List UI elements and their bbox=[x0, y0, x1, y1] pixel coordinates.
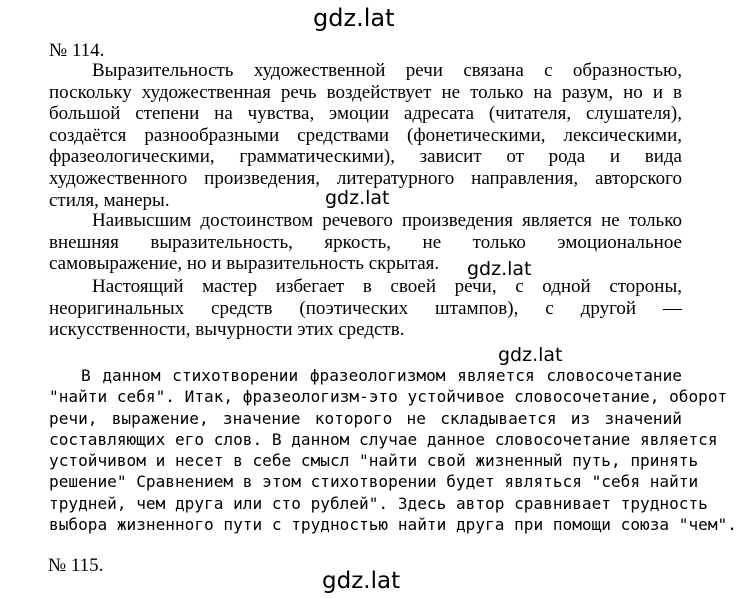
watermark-bottom: gdz.lat bbox=[322, 568, 401, 594]
paragraph-4 bbox=[49, 365, 737, 535]
watermark-middle-3: gdz.lat bbox=[498, 344, 563, 366]
paragraph-4-line: составляющих его слов. В данном случае данное словосочетание является bbox=[49, 429, 718, 449]
paragraph-1-line: художественного произведения, литературного направления, авторского bbox=[49, 167, 682, 189]
paragraph-3-line: неоригинальных средств (поэтических штампов), с другой — bbox=[49, 297, 682, 319]
watermark-middle-2: gdz.lat bbox=[467, 258, 532, 280]
paragraph-2 bbox=[49, 210, 682, 275]
paragraph-2-line: Наивысшим достоинством речевого произведения является не только bbox=[92, 210, 682, 231]
paragraph-1-line: Выразительность художественной речи связана с образностью, bbox=[92, 60, 682, 81]
paragraph-4-line: речи, выражение, значение которого не складывается из значений bbox=[49, 408, 682, 428]
paragraph-3-line: Настоящий мастер избегает в своей речи, с одной стороны, bbox=[92, 276, 682, 297]
paragraph-4-line: выбора жизненного пути с трудностью найти друга при помощи союза "чем". bbox=[49, 515, 737, 535]
paragraph-4-line: В данном стихотворении фразеологизмом является словосочетание bbox=[81, 366, 682, 385]
paragraph-4-line: решение" Сравнением в этом стихотворении будет являться "себя найти bbox=[49, 472, 699, 492]
paragraph-4-line: "найти себя". Итак, фразеологизм-это устойчивое словосочетание, оборот bbox=[49, 387, 728, 407]
section-number: № 114. bbox=[49, 40, 105, 61]
paragraph-1-line: фразеологическими, грамматическими), зависит от рода и вида bbox=[49, 146, 682, 168]
paragraph-3 bbox=[49, 276, 682, 341]
paragraph-1-line: поскольку художественная речь воздействует не только на разум, но и в bbox=[49, 81, 682, 103]
watermark-middle-1: gdz.lat bbox=[325, 187, 390, 209]
paragraph-2-line: самовыражение, но и выразительность скрытая. bbox=[49, 253, 440, 275]
watermark-top: gdz.lat bbox=[313, 4, 395, 32]
paragraph-1-line: создаётся разнообразными средствами (фонетическими, лексическими, bbox=[49, 124, 682, 146]
paragraph-4-line: трудней, чем друга или сто рублей". Здесь автор сравнивает трудность bbox=[49, 493, 708, 513]
paragraph-4-line: устойчивом и несет в себе смысл "найти свой жизненный путь, принять bbox=[49, 451, 699, 471]
paragraph-1-line: большой степени на чувства, эмоции адресата (читателя, слушателя), bbox=[49, 103, 682, 125]
paragraph-2-line: внешняя выразительность, яркость, не только эмоциональное bbox=[49, 231, 682, 253]
paragraph-1-line: стиля, манеры. bbox=[49, 189, 170, 211]
paragraph-3-line: искусственности, вычурности этих средств. bbox=[49, 319, 405, 341]
next-section-number-cut bbox=[48, 555, 104, 576]
next-section-number: № 115. bbox=[48, 555, 104, 576]
